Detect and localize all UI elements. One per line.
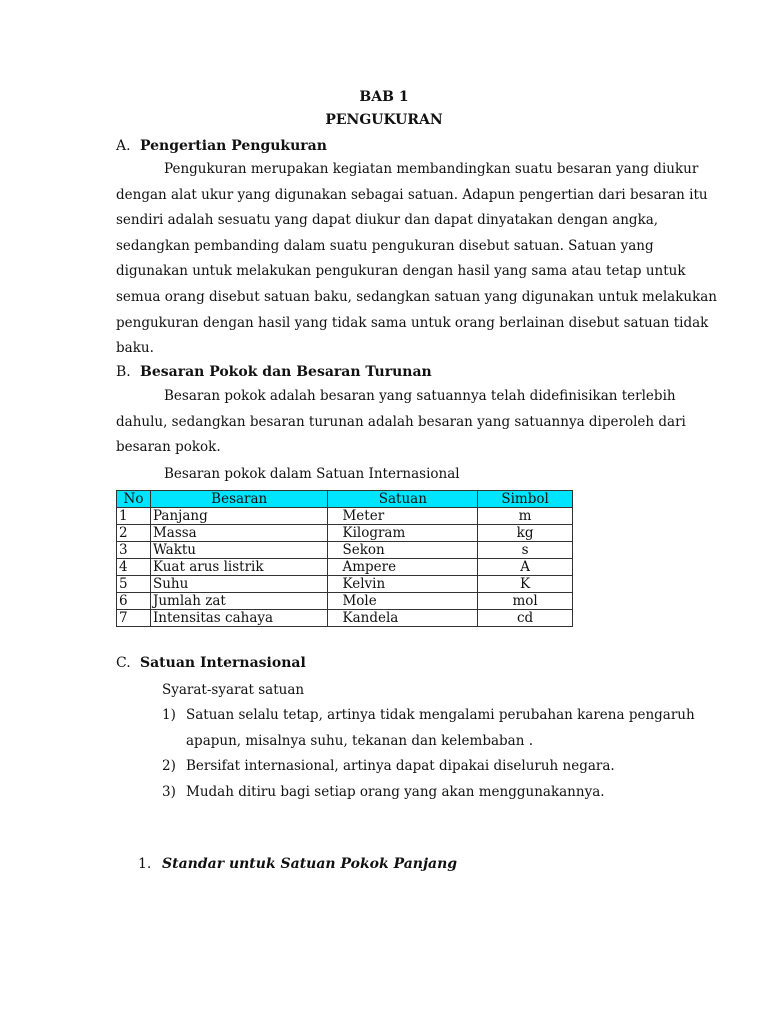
list-item-number: 3)	[162, 783, 176, 800]
cell-satuan: Kandela	[328, 610, 478, 627]
list-item	[162, 754, 652, 780]
subsection-title: Standar untuk Satuan Pokok Panjang	[162, 856, 458, 872]
section-b-title: Besaran Pokok dan Besaran Turunan	[140, 364, 432, 380]
paragraph-line: semua orang disebut satuan baku, sedangkan satuan yang digunakan untuk melakukan	[116, 288, 718, 305]
cell-satuan: Kelvin	[328, 576, 478, 593]
cell-no: 3	[117, 542, 151, 559]
paragraph-line: Pengukuran merupakan kegiatan membandingkan suatu besaran yang diukur	[164, 161, 699, 177]
list-item	[162, 703, 695, 754]
cell-besaran: Panjang	[150, 508, 328, 525]
table-row	[117, 610, 573, 627]
cell-no: 7	[117, 610, 151, 627]
cell-no: 6	[117, 593, 151, 610]
requirements-list	[162, 703, 695, 805]
header-no: No	[117, 491, 151, 508]
header-satuan: Satuan	[328, 491, 478, 508]
table-row	[117, 593, 573, 610]
cell-satuan: Meter	[328, 508, 478, 525]
list-item-text-cont: apapun, misalnya suhu, tekanan dan kelembaban .	[186, 732, 534, 749]
paragraph-line: Besaran pokok adalah besaran yang satuannya telah didefinisikan terlebih	[164, 388, 676, 404]
cell-besaran: Jumlah zat	[150, 593, 328, 610]
list-item-number: 2)	[162, 758, 176, 775]
cell-besaran: Waktu	[150, 542, 328, 559]
si-units-table	[116, 490, 573, 627]
cell-simbol: mol	[478, 593, 573, 610]
section-c-title: Satuan Internasional	[140, 655, 306, 671]
chapter-number: BAB 1	[359, 89, 409, 105]
table-row	[117, 508, 573, 525]
cell-satuan: Mole	[328, 593, 478, 610]
cell-besaran: Massa	[150, 525, 328, 542]
cell-simbol: m	[478, 508, 573, 525]
section-a-title: Pengertian Pengukuran	[140, 138, 327, 154]
cell-besaran: Suhu	[150, 576, 328, 593]
cell-simbol: kg	[478, 525, 573, 542]
table-caption: Besaran pokok dalam Satuan Internasional	[164, 466, 460, 482]
list-item-text: Bersifat internasional, artinya dapat dipakai diseluruh negara.	[186, 758, 615, 775]
paragraph-line: besaran pokok.	[116, 439, 221, 456]
cell-satuan: Sekon	[328, 542, 478, 559]
cell-no: 4	[117, 559, 151, 576]
section-b-heading	[116, 364, 432, 380]
section-c-intro: Syarat-syarat satuan	[162, 682, 305, 698]
paragraph-line: baku.	[116, 340, 154, 357]
section-c-letter: C.	[116, 655, 131, 671]
list-item-text: Mudah ditiru bagi setiap orang yang akan menggunakannya.	[186, 783, 605, 800]
cell-no: 2	[117, 525, 151, 542]
paragraph-line: dahulu, sedangkan besaran turunan adalah besaran yang satuannya diperoleh dari	[116, 413, 686, 430]
paragraph-line: dengan alat ukur yang digunakan sebagai satuan. Adapun pengertian dari besaran itu	[116, 186, 708, 203]
paragraph-line: digunakan untuk melakukan pengukuran dengan hasil yang sama atau tetap untuk	[116, 263, 686, 280]
table-row	[117, 542, 573, 559]
cell-besaran: Kuat arus listrik	[150, 559, 328, 576]
paragraph-line: pengukuran dengan hasil yang tidak sama untuk orang berlainan disebut satuan tidak	[116, 314, 709, 331]
table-row	[117, 559, 573, 576]
cell-simbol: cd	[478, 610, 573, 627]
table-row	[117, 525, 573, 542]
list-item	[162, 780, 652, 806]
cell-no: 5	[117, 576, 151, 593]
section-a-letter: A.	[116, 138, 131, 154]
list-item-number: 1)	[162, 707, 176, 723]
cell-besaran: Intensitas cahaya	[150, 610, 328, 627]
chapter-title: PENGUKURAN	[325, 112, 443, 128]
table-header-row	[117, 491, 573, 508]
header-besaran: Besaran	[150, 491, 328, 508]
header-simbol: Simbol	[478, 491, 573, 508]
table-row	[117, 576, 573, 593]
section-a-paragraph	[116, 157, 718, 362]
cell-satuan: Ampere	[328, 559, 478, 576]
cell-simbol: s	[478, 542, 573, 559]
cell-simbol: K	[478, 576, 573, 593]
cell-no: 1	[117, 508, 151, 525]
paragraph-line: sendiri adalah sesuatu yang dapat diukur dan dapat dinyatakan dengan angka,	[116, 212, 659, 229]
section-c-heading	[116, 655, 306, 671]
subsection-heading	[138, 856, 457, 872]
section-a-heading	[116, 138, 327, 154]
section-b-paragraph	[116, 384, 686, 461]
section-b-letter: B.	[116, 364, 131, 380]
cell-simbol: A	[478, 559, 573, 576]
list-item-text: Satuan selalu tetap, artinya tidak mengalami perubahan karena pengaruh	[186, 707, 695, 723]
cell-satuan: Kilogram	[328, 525, 478, 542]
subsection-number: 1.	[138, 856, 152, 872]
paragraph-line: sedangkan pembanding dalam suatu pengukuran disebut satuan. Satuan yang	[116, 237, 654, 254]
